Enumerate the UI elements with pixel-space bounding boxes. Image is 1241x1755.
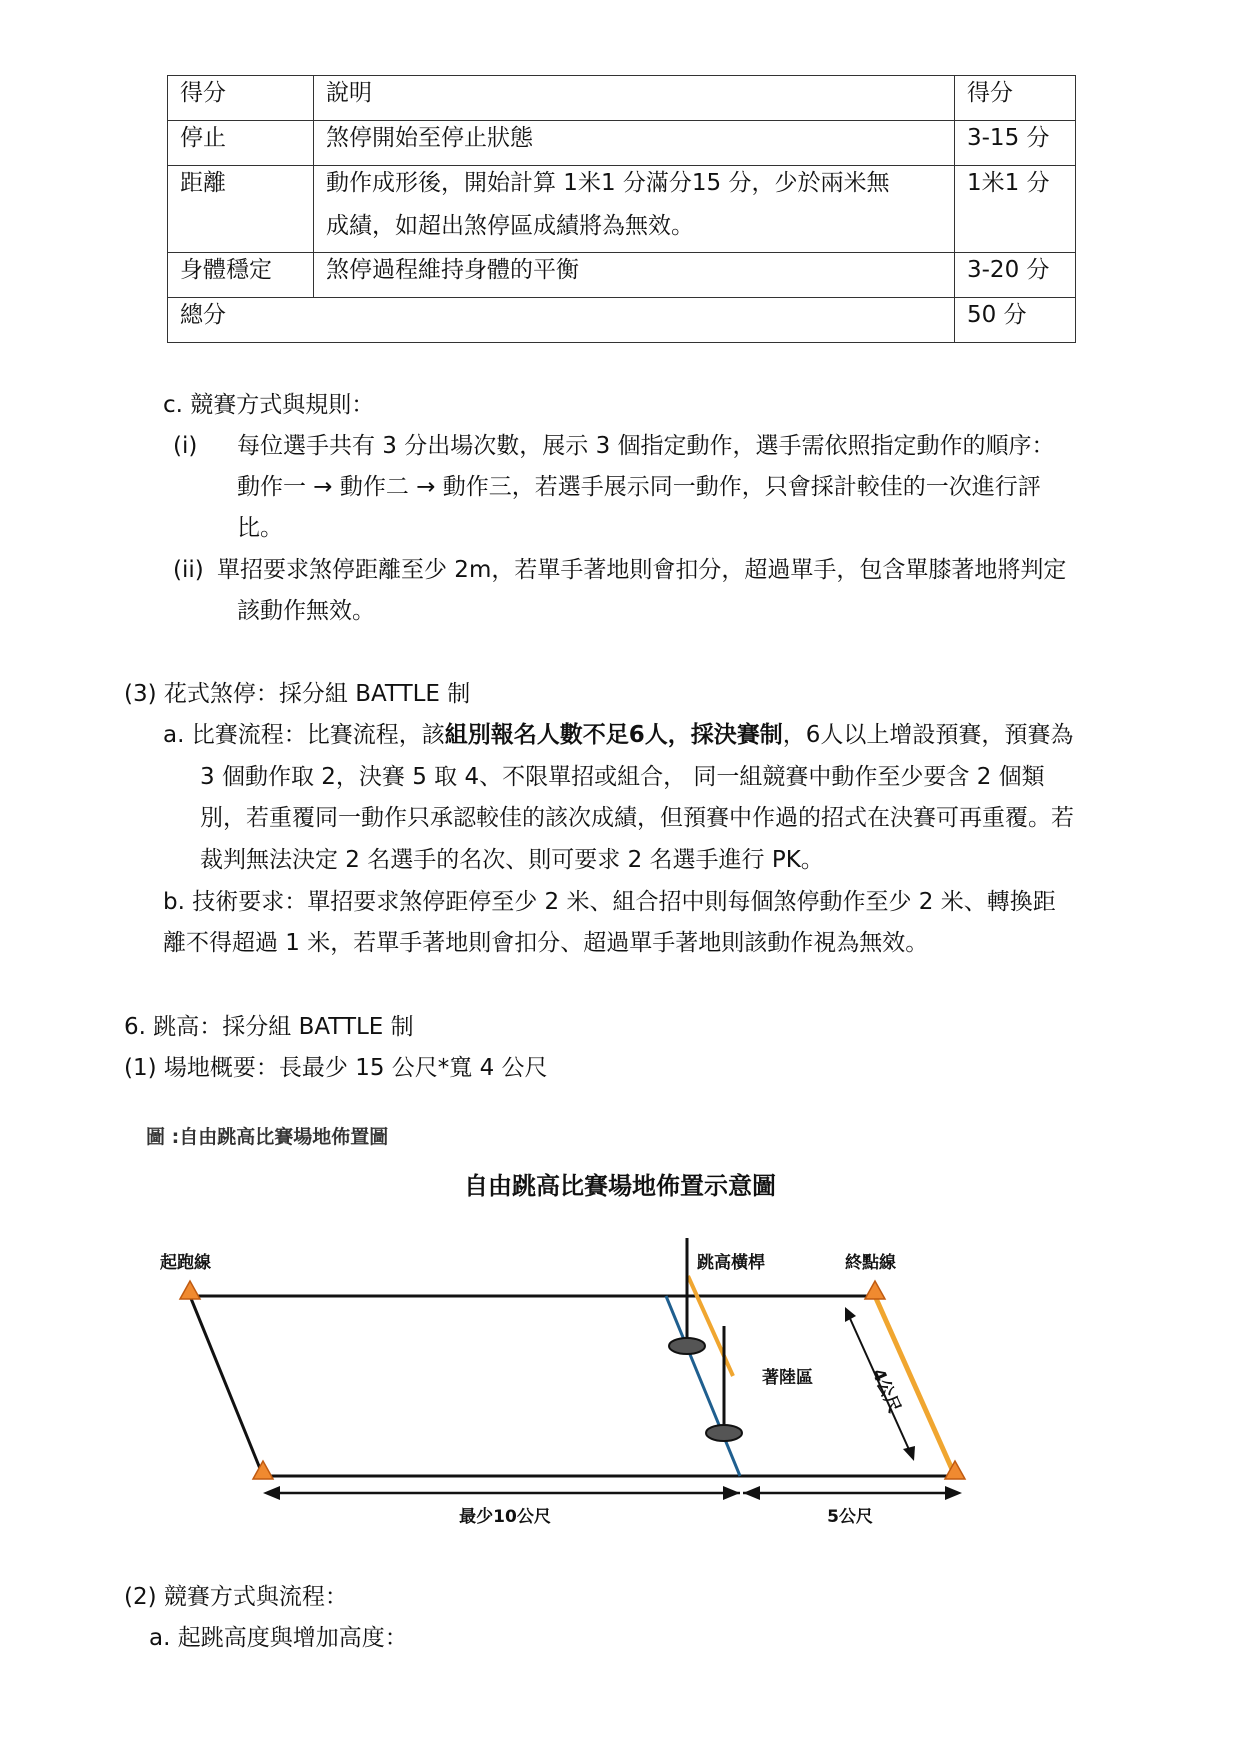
table-cell: 煞停開始至停止狀態: [314, 121, 955, 166]
cone-icon: [180, 1281, 200, 1299]
paragraph-line: 動作一 → 動作二 → 動作三，若選手展示同一動作，只會採計較佳的一次進行評: [237, 474, 1041, 500]
section-heading: 6. 跳高：採分組 BATTLE 制: [124, 1014, 414, 1040]
bold-run: 組別報名人數不足6人，採決賽制: [444, 722, 783, 748]
paragraph-line: b. 技術要求：單招要求煞停距停至少 2 米、組合招中則每個煞停動作至少 2 米、轉換距: [163, 889, 1056, 915]
paragraph-line: 比。: [237, 515, 283, 541]
landing-label: 著陸區: [762, 1368, 813, 1388]
pole-icon: [706, 1326, 742, 1441]
paragraph-line: 裁判無法決定 2 名選手的名次、則可要求 2 名選手進行 PK。: [200, 847, 824, 873]
text-run: ，6人以上增設預賽，預賽為: [782, 722, 1074, 748]
takeoff-line: [666, 1296, 740, 1476]
table-cell: 距離: [168, 166, 314, 253]
length-dimension-arrow: [263, 1486, 962, 1500]
paragraph-line: [163, 720, 1073, 750]
table-row: [168, 298, 1076, 343]
table-header-cell: 得分: [168, 76, 314, 121]
start-line-label: 起跑線: [160, 1253, 211, 1273]
width-label: 4公尺: [867, 1365, 905, 1416]
table-cell-line: 動作成形後，開始計算 1米1 分滿分15 分，少於兩米無: [326, 170, 890, 196]
score-table: [167, 75, 1076, 343]
bar-label: 跳高橫桿: [697, 1253, 765, 1273]
table-row: [168, 76, 1076, 121]
list-marker: (ii): [173, 557, 204, 583]
table-cell: 50 分: [955, 298, 1076, 343]
table-header-cell: 說明: [314, 76, 955, 121]
table-cell: 3-20 分: [955, 253, 1076, 298]
text-run: a. 比賽流程：比賽流程，該: [163, 722, 445, 748]
paragraph-line: (1) 場地概要：長最少 15 公尺*寬 4 公尺: [124, 1055, 548, 1081]
table-row: [168, 166, 1076, 253]
table-cell: [314, 166, 955, 253]
diagram-title: 自由跳高比賽場地佈置示意圖: [464, 1172, 776, 1200]
section-c-title: c. 競賽方式與規則：: [163, 392, 375, 418]
cone-icon: [253, 1461, 273, 1479]
paragraph-line: a. 起跳高度與增加高度：: [149, 1625, 408, 1651]
paragraph-line: 別，若重覆同一動作只承認較佳的該次成績，但預賽中作過的招式在決賽可再重覆。若: [200, 805, 1074, 831]
table-row: [168, 253, 1076, 298]
table-cell: 停止: [168, 121, 314, 166]
table-row: [168, 121, 1076, 166]
high-jump-bar: [688, 1276, 733, 1376]
length-5-label: 5公尺: [827, 1507, 873, 1527]
table-cell: 煞停過程維持身體的平衡: [314, 253, 955, 298]
table-cell: 1米1 分: [955, 166, 1076, 253]
table-cell-line: 成績，如超出煞停區成績將為無效。: [326, 213, 694, 239]
cone-icon: [865, 1281, 885, 1299]
field-outline: [190, 1296, 955, 1476]
table-cell: 身體穩定: [168, 253, 314, 298]
paragraph-line: 單招要求煞停距離至少 2m，若單手著地則會扣分，超過單手，包含單膝著地將判定: [217, 557, 1067, 583]
section-heading: (3) 花式煞停：採分組 BATTLE 制: [124, 681, 471, 707]
paragraph-line: 3 個動作取 2，決賽 5 取 4、不限單招或組合， 同一組競賽中動作至少要含 2 個類: [200, 764, 1045, 790]
figure-caption: 圖 :自由跳高比賽場地佈置圖: [146, 1126, 389, 1148]
paragraph-line: 離不得超過 1 米，若單手著地則會扣分、超過單手著地則該動作視為無效。: [163, 930, 929, 956]
paragraph-line: 每位選手共有 3 分出場次數，展示 3 個指定動作，選手需依照指定動作的順序：: [237, 433, 1055, 459]
table-cell: 3-15 分: [955, 121, 1076, 166]
venue-diagram: [0, 1160, 1241, 1560]
paragraph-line: 該動作無效。: [237, 598, 375, 624]
min-length-label: 最少10公尺: [459, 1507, 551, 1527]
list-marker: (i): [173, 433, 198, 459]
table-cell: 總分: [168, 298, 955, 343]
table-header-cell: 得分: [955, 76, 1076, 121]
section-heading: (2) 競賽方式與流程：: [124, 1584, 348, 1610]
finish-line-label: 終點線: [845, 1253, 896, 1273]
